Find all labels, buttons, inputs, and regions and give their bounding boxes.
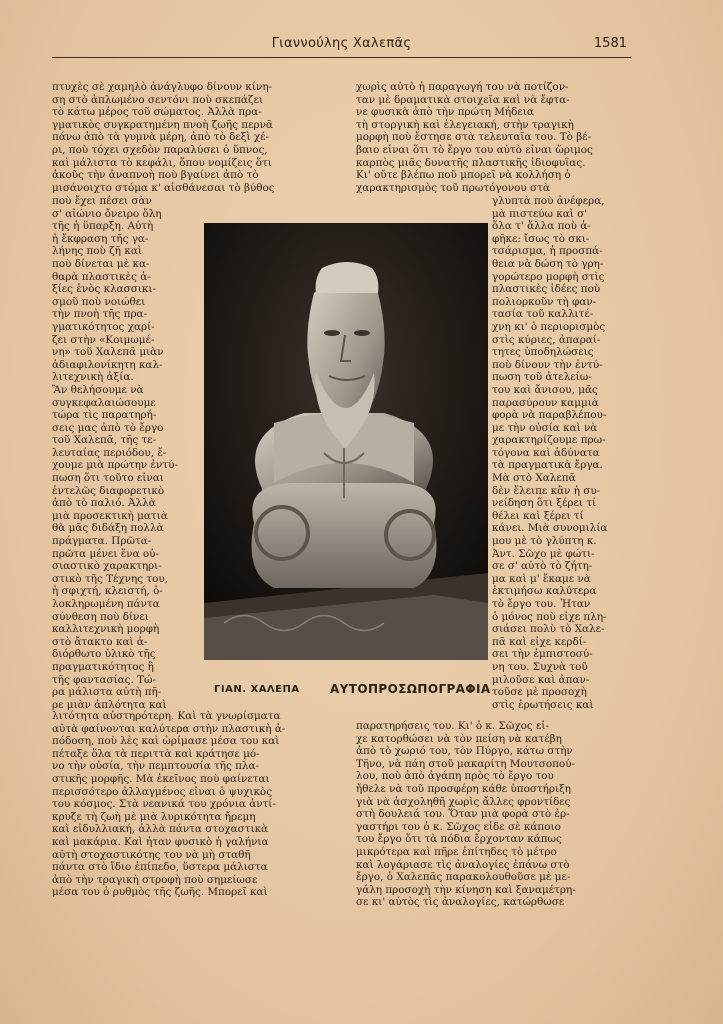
text-line: τῆς ἡ ὕπαρξη. Αὐτὴ [52, 220, 154, 233]
bust-photograph [204, 223, 488, 660]
text-line: νε φυσικὰ ἀπὸ τὴν πρώτη Μήδεια [356, 106, 534, 119]
text-line: καὶ εἰδυλλιακή, ἀλλὰ πάντα στοχαστικὰ [52, 823, 269, 836]
text-line: λοκληρωμένη πάντα [52, 598, 160, 610]
text-line: τοῦσε μὲ προσοχὴ [492, 686, 587, 699]
text-line: στὴ δουλειά του. Ὅταν μιὰ φορὰ στὸ ἐρ- [356, 808, 570, 821]
text-line: τσάρισμα, ἡ προσπά- [492, 245, 603, 258]
text-line: πράγματα. Πρῶτα- [52, 535, 152, 548]
text-line: θεια νὰ δώση τὸ γρη- [492, 257, 604, 270]
text-line: τὸ κάτω μέρος τοῦ σώματος. Ἀλλὰ πρα- [52, 106, 262, 119]
text-line: πόδοση, ποὺ λὲς καὶ ὡρίμασε μέσα του καὶ [52, 735, 280, 748]
text-line: μισάνοιχτο στόμα κ' αἰσθάνεσαι τὸ βύθος [52, 181, 275, 194]
left-column-narrow [52, 195, 198, 711]
text-line: σιαστικὸ χαρακτηρι- [52, 560, 162, 573]
text-line: ἡ ἔκφραση τῆς γα- [52, 232, 149, 245]
left-column-bottom [52, 710, 342, 899]
text-line: νείδηση ὅτι ξέρει τί [492, 497, 597, 510]
text-line: πλαστικὲς ἰδέες ποὺ [492, 283, 601, 296]
text-line: μὰ πιστεύω καὶ σ' [492, 207, 588, 220]
text-line: λήνης ποὺ ζῆ καὶ [52, 245, 142, 258]
text-line: νο τὴν οὐσία, τὴν πεμπτουσία τῆς πλα- [52, 760, 260, 773]
text-line: ρε μιὰν ἁπλότητα καὶ [52, 698, 167, 711]
text-line: ἔργο, ὁ Χαλεπᾶς παρακολουθοῦσε μὲ με- [356, 871, 571, 884]
text-line: στὶς ἐρωτήσεις καὶ [492, 698, 594, 711]
text-line: ποὺ δίνεται μὲ κα- [52, 257, 150, 270]
text-line: ἡ σφιχτή, κλειστή, ὁ- [52, 585, 163, 598]
text-line: παρατηρήσεις του. Κι' ὁ κ. Σῶχος εἶ- [356, 720, 549, 732]
text-line: καὶ μάλιστα τὸ κεφάλι, ὅπου νομίζεις ὅτι [52, 156, 272, 169]
caption-title: ΑΥΤΟΠΡΟΣΩΠΟΓΡΑΦΙΑ [330, 682, 491, 696]
text-line: διόρθωτο ὑλικὸ τῆς [52, 648, 156, 661]
text-line: Ἂν θελήσουμε νὰ [52, 383, 144, 396]
text-line: κρυζε τὴ ζωὴ μὲ μιὰ λυρικότητα ἤρεμη [52, 810, 256, 823]
caption-author: ΓΙΑΝ. ΧΑΛΕΠΑ [214, 684, 300, 695]
text-line: ἐντελῶς διαφορετικὸ [52, 484, 165, 497]
page-number: 1581 [593, 36, 627, 51]
text-line: τοῦ Χαλεπᾶ, τῆς τε- [52, 434, 157, 447]
text-line: τασία τοῦ καλλιτέ- [492, 308, 594, 321]
text-line: αὐτὰ φαίνονται καλύτερα στὴν πλαστικὴ ἀ- [52, 722, 286, 735]
right-column-top [356, 81, 632, 194]
text-line: καλλιτεχνικὴ μορφὴ [52, 623, 160, 636]
text-line: ἀκοῦς τὴν ἀναπνοὴ ποὺ βγαίνει ἀπὸ τὸ [52, 169, 259, 182]
text-line: ρι, ποὺ τόχει σχεδὸν παραλύσει ὁ ὕπνος, [52, 143, 268, 156]
text-line: πραγματικότητος ἢ [52, 660, 154, 673]
text-line: νη» τοῦ Χαλεπᾶ μιὰν [52, 346, 164, 359]
text-line: τόγονα καὶ ἀδύνατα [492, 446, 600, 459]
text-line: χνη κι' ὁ περιορισμὸς [492, 320, 606, 333]
text-line: γάλη προσοχὴ τὴν κίνηση καὶ ξαναμέτρη- [356, 883, 576, 896]
text-line: περισσότερο ἀλλαγμένος εἶναι ὁ ψυχικὸς [52, 785, 273, 798]
text-line: γορώτερο μορφὴ στὶς [492, 270, 605, 283]
text-line: ποὺ δίνουν τὴν ἐντύ- [492, 358, 603, 371]
text-line: τὴ στοργικὴ καὶ ἐλεγειακή, στὴν τραγικὴ [356, 118, 574, 131]
text-line: πέταξε ὅλα τὰ περιττὰ καὶ κράτησε μό- [52, 747, 260, 760]
running-header [52, 36, 631, 56]
text-line: ἀδιαφιλονίκητη καλ- [52, 358, 163, 371]
text-line: χαρακτηρίζουμε πρω- [492, 434, 606, 447]
text-line: σύνθεση ποὺ δίνει [52, 610, 149, 623]
text-line: καρπὸς μιᾶς δυνατῆς πλαστικῆς ἰδιοφυΐας. [356, 156, 586, 169]
text-line: τῆς φαντασίας. Τώ- [52, 673, 156, 686]
text-line: τώρα τὶς παρατηρή- [52, 409, 157, 422]
text-line: ὅλα τ' ἄλλα ποὺ ἀ- [492, 220, 591, 233]
text-line: ποὺ ἔχει πέσει σὰν [52, 195, 152, 207]
text-line: σ' αἰώνιο ὄνειρο ὅλη [52, 207, 162, 220]
text-line: του καὶ ἄνισου, μᾶς [492, 383, 598, 396]
text-line: χωρὶς αὐτὸ ἡ παραγωγή του νὰ ποτίζον- [356, 81, 569, 93]
text-line: σμοῦ ποὺ νοιώθει [52, 295, 146, 308]
text-line: θέλει καὶ ξέρει τί [492, 509, 584, 522]
text-line: καὶ λογάριασε τὶς ἀναλογίες ἐπάνω στὸ [356, 858, 570, 871]
right-column-bottom [356, 720, 632, 909]
text-line: φορὰ νὰ παραβλέπου- [492, 409, 607, 422]
text-line: μέσα του ὁ ρυθμὸς τῆς ζωῆς. Μπορεῖ καὶ [52, 886, 268, 899]
text-line: ρα μάλιστα αὐτὴ πῆ- [52, 686, 162, 699]
header-title: Γιαννούλης Χαλεπᾶς [271, 36, 412, 51]
text-line: πάνω ἀπὸ τὰ γυμνὰ μέρη, ἀπὸ τὸ δεξὶ χέ- [52, 131, 270, 144]
text-line: τὴν πνοὴ τῆς πρα- [52, 308, 148, 321]
text-line: πρῶτα μένει ἕνα οὐ- [52, 547, 159, 560]
text-line: ζει στὴν «Κοιμωμέ- [52, 333, 155, 346]
text-line: γιὰ νὰ ἀσχοληθῆ χωρὶς ἄλλες φροντίδες [356, 795, 571, 808]
text-line: πωση ὅτι τοῦτο εἶναι [52, 472, 164, 485]
text-line: γλυπτὰ ποὺ ἀνέφερα, [492, 195, 605, 207]
text-line: κάνει. Μιὰ συνομιλία [492, 522, 608, 535]
text-line: θὰ μᾶς διδάξη πολλὰ [52, 522, 164, 535]
text-line: με τὴν οὐσία καὶ νὰ [492, 421, 598, 434]
text-line: στὶς κύριες, ἀπαραί- [492, 333, 601, 346]
text-line: μορφὴ ποὺ ἔστησε στὰ τελευταῖα του. Τὸ βέ- [356, 131, 592, 144]
text-line: στικῆς μορφῆς. Μὰ ἐκεῖνος ποὺ φαίνεται [52, 772, 270, 785]
text-line: ἐκτιμήσω καλύτερα [492, 585, 597, 598]
text-line: πτυχὲς σὲ χαμηλὸ ἀνάγλυφο δίνουν κίνη- [52, 81, 273, 93]
text-line: παρασύρουν καμμιὰ [492, 396, 599, 409]
text-line: πολιορκοῦν τὴ φαν- [492, 295, 597, 308]
text-line: του ἔργο ὅτι τὰ πόδια ἔρχονταν κάπως [356, 833, 562, 846]
text-line: γαστήρι του ὁ κ. Σῶχος εἶδε σὲ κάποιο [356, 820, 561, 833]
text-line: τὰ πραγματικὰ ἔργα. [492, 459, 603, 472]
header-rule [52, 57, 631, 58]
text-line: ἀπὸ τὴν τραγικὴ στροφὴ ποὺ σημείωσε [52, 873, 258, 886]
text-line: χουμε μιὰ πρώτην ἐντύ- [52, 459, 178, 472]
text-line: νη του. Συχνὰ τοῦ [492, 660, 588, 673]
text-line: μου μὲ τὸ γλύπτη κ. [492, 535, 597, 548]
text-line: τὸ ἔργο του. Ἦταν [492, 598, 591, 610]
text-line: καὶ μακάρια. Καὶ ἦταν φυσικὸ ἡ γαλήνια [52, 835, 269, 848]
text-line: λιτότητα αὐστηρότερη. Καὶ τὰ γνωρίσματα [52, 710, 281, 722]
left-column-top [52, 81, 342, 194]
text-line: ταν μὲ δραματικὰ στοιχεῖα καὶ νὰ ἔφτα- [356, 93, 570, 106]
text-line: χαρακτηρισμὸς τοῦ πρωτόγονου στὰ [356, 181, 550, 194]
text-line: λευταίας περιόδου, ἔ- [52, 446, 167, 459]
text-line: πωση τοῦ ἀτελείω- [492, 371, 592, 384]
text-line: στὸ ἄτακτο καὶ ἀ- [52, 635, 148, 648]
text-line: μα καὶ μ' ἔκαμε νὰ [492, 572, 591, 585]
text-line: Ἀντ. Σῶχο μὲ φώτι- [492, 547, 595, 560]
text-line: σεις μας ἀπὸ τὸ ἔργο [52, 421, 164, 434]
text-line: λιτεχνικὴ ἀξία. [52, 371, 134, 384]
text-line: ἀπὸ τὸ παλιό. Ἀλλὰ [52, 497, 156, 510]
text-line: πάντα στὸ ἴδιο ἐπίπεδο, ὕστερα μάλιστα [52, 861, 268, 874]
text-line: Τῆνο, νὰ πάη στοῦ μακαρίτη Μουτσοπού- [356, 757, 576, 770]
text-line: Μὰ στὸ Χαλεπᾶ [492, 472, 576, 485]
right-column-narrow [492, 195, 632, 711]
text-line: σιάσει πολὺ τὸ Χαλε- [492, 623, 605, 636]
text-line: σει τὴν ἐμπιστοσύ- [492, 648, 593, 661]
text-line: στικὸ τῆς Τέχνης του, [52, 572, 168, 585]
text-line: ξίες ἑνὸς κλασσικι- [52, 283, 157, 296]
text-line: λου, ποὺ ἀπὸ ἀγάπη πρὸς τὸ ἔργο του [356, 770, 554, 783]
text-line: ὁ μόνος ποὺ εἶχε πλη- [492, 610, 607, 623]
bust-illustration [204, 223, 488, 660]
text-line: βαιο εἶναι ὅτι τὸ ἔργο του αὐτὸ εἶναι ὥριμος [356, 143, 593, 156]
text-line: γματικότητος χαρί- [52, 320, 155, 333]
text-line: ἤθελε νὰ τοῦ προσφέρη κάθε ὑποστήριξη [356, 782, 572, 795]
text-line: συγκεφαλαιώσουμε [52, 396, 156, 409]
text-line: χε κατορθώσει νὰ τὸν πείση νὰ κατέβη [356, 732, 562, 745]
text-line: του κόσμος. Στὰ νεανικά του χρόνια ἀντί- [52, 798, 276, 811]
text-line: σε σ' αὐτὸ τὸ ζήτη- [492, 560, 593, 573]
text-line: μικρότερα καὶ πῆρε ἐπίτηδες τὸ μέτρο [356, 845, 557, 858]
text-line: θαρὰ πλαστικὲς ἀ- [52, 270, 151, 283]
text-line: μιὰ προσεκτικὴ ματιὰ [52, 509, 168, 522]
text-line: δὲν ἔλειπε κἂν ἡ συ- [492, 484, 601, 497]
text-line: τητες ὑποδηλώσεις [492, 346, 594, 359]
text-line: ση στὸ ἁπλωμένο σεντόνι ποὺ σκεπάζει [52, 93, 264, 106]
text-line: φῆκε: ἴσως τὸ σκι- [492, 232, 590, 245]
text-line: πᾶ καὶ εἶχε κερδί- [492, 635, 587, 648]
text-line: μιλοῦσε καὶ ἀπαν- [492, 673, 590, 686]
text-line: Κι' οὔτε βλέπω ποῦ μπορεῖ νὰ κολλήση ὁ [356, 169, 571, 182]
text-line: γματικὸς συγκρατημένη πνοὴ ζωῆς περνᾶ [52, 118, 273, 131]
text-line: σε κι' αὐτὸς τὶς ἀναλογίες, κατώρθωσε [356, 896, 565, 909]
text-line: αὐτὴ στοχαστικότης του νὰ μὴ σταθῆ [52, 848, 251, 861]
text-line: ἀπὸ τὸ χωριό του, τὸν Πύργο, κάτω στὴν [356, 745, 573, 758]
